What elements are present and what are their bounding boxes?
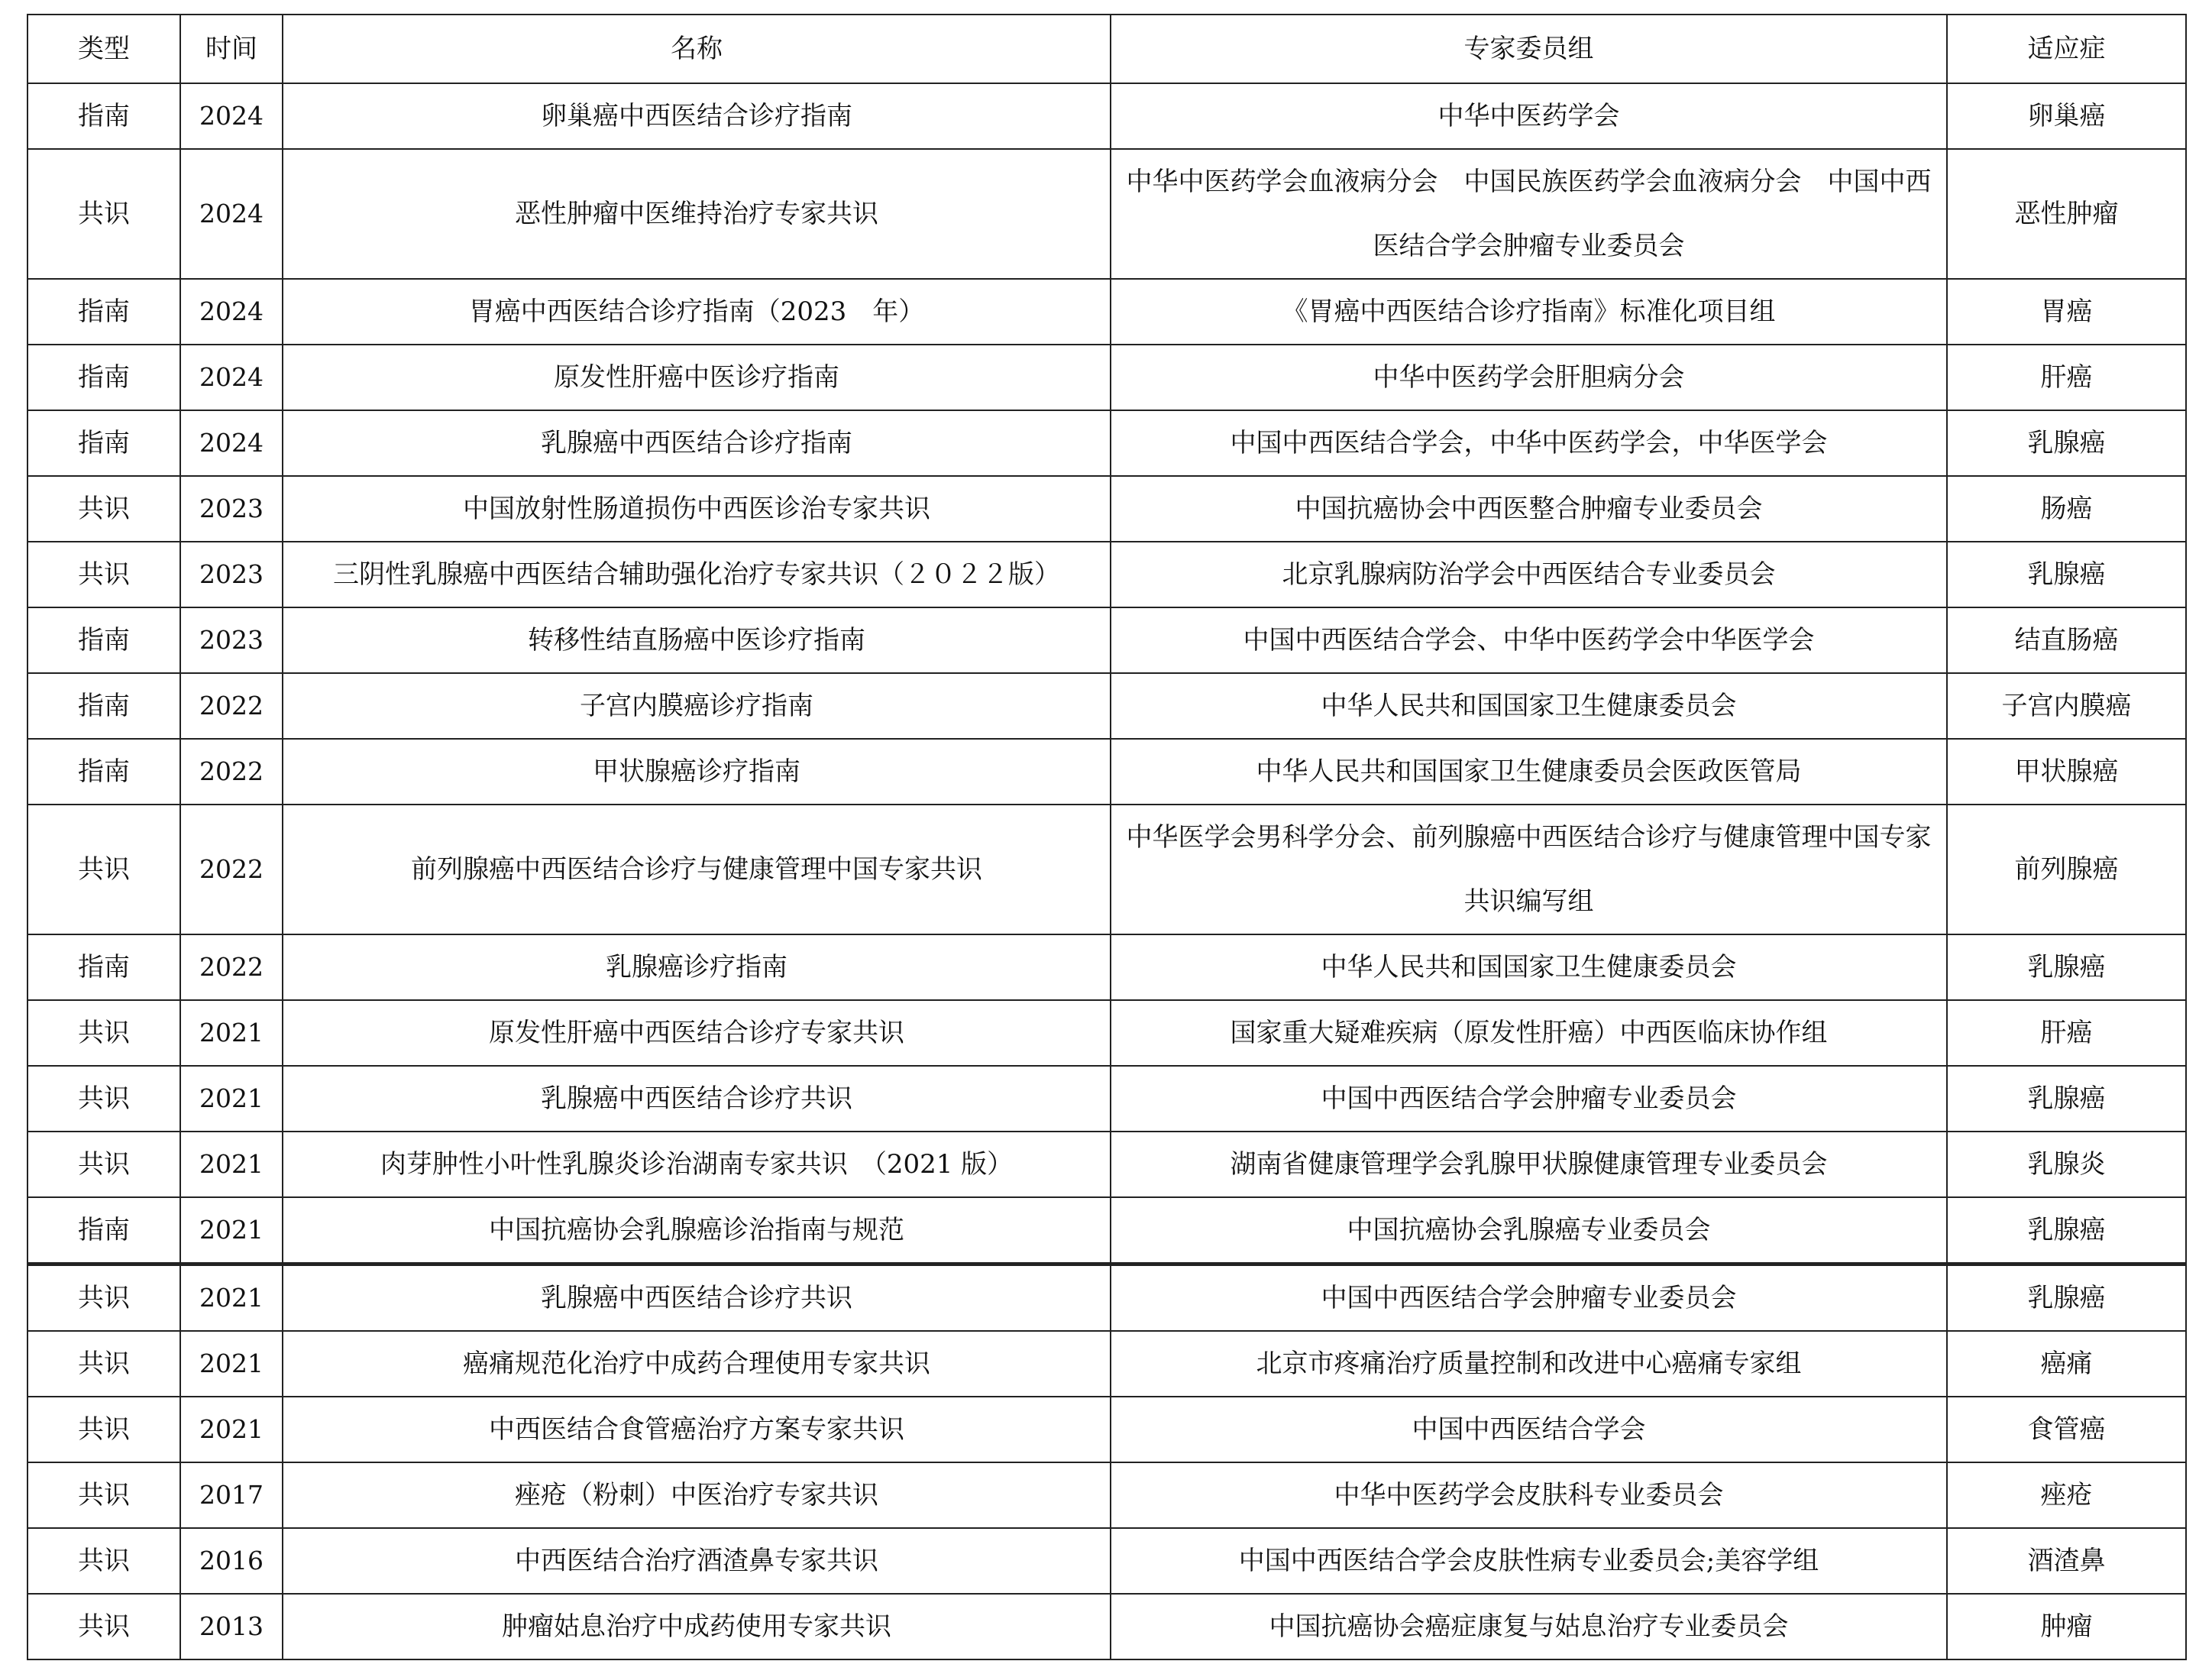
- table-row: [27, 83, 2186, 149]
- cell-org: 中华中医药学会: [1111, 83, 1947, 149]
- cell-type: 共识: [27, 476, 180, 542]
- header-row: [27, 15, 2186, 83]
- cell-year: 2022: [180, 739, 283, 805]
- cell-type: 共识: [27, 542, 180, 607]
- cell-org: 中国抗癌协会中西医整合肿瘤专业委员会: [1111, 476, 1947, 542]
- cell-name: 三阴性乳腺癌中西医结合辅助强化治疗专家共识（２０２２版）: [283, 542, 1111, 607]
- cell-name: 原发性肝癌中医诊疗指南: [283, 345, 1111, 410]
- cell-year: 2024: [180, 149, 283, 279]
- cell-year: 2021: [180, 1264, 283, 1332]
- cell-indication: 乳腺癌: [1947, 1197, 2186, 1264]
- cell-org: 国家重大疑难疾病（原发性肝癌）中西医临床协作组: [1111, 1000, 1947, 1066]
- cell-indication: 肝癌: [1947, 345, 2186, 410]
- cell-org: 中华人民共和国国家卫生健康委员会医政医管局: [1111, 739, 1947, 805]
- cell-indication: 乳腺癌: [1947, 1264, 2186, 1332]
- cell-indication: 卵巢癌: [1947, 83, 2186, 149]
- cell-name: 肉芽肿性小叶性乳腺炎诊治湖南专家共识 （2021 版）: [283, 1132, 1111, 1197]
- table-row: [27, 542, 2186, 607]
- cell-indication: 癌痛: [1947, 1331, 2186, 1397]
- table-row: [27, 1594, 2186, 1659]
- table-row: [27, 1397, 2186, 1462]
- cell-year: 2023: [180, 476, 283, 542]
- cell-indication: 前列腺癌: [1947, 805, 2186, 934]
- table-row: [27, 739, 2186, 805]
- cell-type: 共识: [27, 1000, 180, 1066]
- cell-type: 指南: [27, 739, 180, 805]
- cell-indication: 胃癌: [1947, 279, 2186, 345]
- cell-year: 2024: [180, 83, 283, 149]
- cell-name: 甲状腺癌诊疗指南: [283, 739, 1111, 805]
- cell-type: 指南: [27, 279, 180, 345]
- cell-indication: 酒渣鼻: [1947, 1528, 2186, 1594]
- cell-year: 2023: [180, 607, 283, 673]
- cell-year: 2021: [180, 1066, 283, 1132]
- cell-name: 癌痛规范化治疗中成药合理使用专家共识: [283, 1331, 1111, 1397]
- table-row: [27, 934, 2186, 1000]
- cell-name: 乳腺癌中西医结合诊疗指南: [283, 410, 1111, 476]
- cell-org: 中国中西医结合学会、中华中医药学会中华医学会: [1111, 607, 1947, 673]
- cell-type: 共识: [27, 805, 180, 934]
- cell-type: 共识: [27, 1528, 180, 1594]
- table-row: [27, 1331, 2186, 1397]
- cell-year: 2024: [180, 345, 283, 410]
- cell-type: 指南: [27, 345, 180, 410]
- cell-year: 2021: [180, 1397, 283, 1462]
- cell-indication: 结直肠癌: [1947, 607, 2186, 673]
- table-row: [27, 673, 2186, 739]
- cell-name: 乳腺癌中西医结合诊疗共识: [283, 1264, 1111, 1332]
- cell-year: 2021: [180, 1197, 283, 1264]
- cell-type: 共识: [27, 1066, 180, 1132]
- cell-org: 中华人民共和国国家卫生健康委员会: [1111, 934, 1947, 1000]
- table-row: [27, 279, 2186, 345]
- cell-org: 中国中西医结合学会，中华中医药学会，中华医学会: [1111, 410, 1947, 476]
- cell-indication: 乳腺癌: [1947, 1066, 2186, 1132]
- header-type: 类型: [27, 15, 180, 83]
- cell-year: 2021: [180, 1132, 283, 1197]
- cell-indication: 乳腺炎: [1947, 1132, 2186, 1197]
- header-org: 专家委员组: [1111, 15, 1947, 83]
- table-row: [27, 149, 2186, 279]
- cell-indication: 子宫内膜癌: [1947, 673, 2186, 739]
- cell-type: 共识: [27, 1594, 180, 1659]
- cell-type: 共识: [27, 1132, 180, 1197]
- header-year: 时间: [180, 15, 283, 83]
- cell-org: 中国中西医结合学会肿瘤专业委员会: [1111, 1264, 1947, 1332]
- cell-type: 指南: [27, 410, 180, 476]
- cell-org: 中华医学会男科学分会、前列腺癌中西医结合诊疗与健康管理中国专家共识编写组: [1111, 805, 1947, 934]
- cell-year: 2013: [180, 1594, 283, 1659]
- cell-name: 中国放射性肠道损伤中西医诊治专家共识: [283, 476, 1111, 542]
- cell-name: 卵巢癌中西医结合诊疗指南: [283, 83, 1111, 149]
- cell-indication: 肿瘤: [1947, 1594, 2186, 1659]
- cell-type: 指南: [27, 934, 180, 1000]
- cell-indication: 乳腺癌: [1947, 410, 2186, 476]
- cell-org: 中华中医药学会皮肤科专业委员会: [1111, 1462, 1947, 1528]
- table-row: [27, 1528, 2186, 1594]
- cell-name: 乳腺癌诊疗指南: [283, 934, 1111, 1000]
- table-body: [27, 83, 2186, 1659]
- guideline-table: [27, 14, 2187, 1660]
- table-row: [27, 1000, 2186, 1066]
- cell-name: 原发性肝癌中西医结合诊疗专家共识: [283, 1000, 1111, 1066]
- cell-type: 共识: [27, 1331, 180, 1397]
- cell-name: 乳腺癌中西医结合诊疗共识: [283, 1066, 1111, 1132]
- cell-indication: 食管癌: [1947, 1397, 2186, 1462]
- cell-type: 共识: [27, 1264, 180, 1332]
- cell-name: 前列腺癌中西医结合诊疗与健康管理中国专家共识: [283, 805, 1111, 934]
- cell-name: 中西医结合治疗酒渣鼻专家共识: [283, 1528, 1111, 1594]
- cell-type: 指南: [27, 83, 180, 149]
- cell-org: 《胃癌中西医结合诊疗指南》标准化项目组: [1111, 279, 1947, 345]
- cell-year: 2023: [180, 542, 283, 607]
- table-row: [27, 1462, 2186, 1528]
- cell-year: 2024: [180, 279, 283, 345]
- table-row: [27, 476, 2186, 542]
- table-row: [27, 1264, 2186, 1332]
- table-row: [27, 1197, 2186, 1264]
- cell-indication: 乳腺癌: [1947, 934, 2186, 1000]
- cell-org: 北京乳腺病防治学会中西医结合专业委员会: [1111, 542, 1947, 607]
- cell-org: 中国中西医结合学会皮肤性病专业委员会;美容学组: [1111, 1528, 1947, 1594]
- cell-name: 中国抗癌协会乳腺癌诊治指南与规范: [283, 1197, 1111, 1264]
- cell-org: 湖南省健康管理学会乳腺甲状腺健康管理专业委员会: [1111, 1132, 1947, 1197]
- cell-name: 恶性肿瘤中医维持治疗专家共识: [283, 149, 1111, 279]
- cell-type: 共识: [27, 1462, 180, 1528]
- cell-org: 中国中西医结合学会: [1111, 1397, 1947, 1462]
- cell-org: 中国抗癌协会乳腺癌专业委员会: [1111, 1197, 1947, 1264]
- cell-indication: 肝癌: [1947, 1000, 2186, 1066]
- cell-indication: 乳腺癌: [1947, 542, 2186, 607]
- cell-name: 转移性结直肠癌中医诊疗指南: [283, 607, 1111, 673]
- cell-name: 痤疮（粉刺）中医治疗专家共识: [283, 1462, 1111, 1528]
- cell-org: 中国中西医结合学会肿瘤专业委员会: [1111, 1066, 1947, 1132]
- cell-type: 共识: [27, 1397, 180, 1462]
- table-row: [27, 805, 2186, 934]
- cell-name: 子宫内膜癌诊疗指南: [283, 673, 1111, 739]
- cell-year: 2024: [180, 410, 283, 476]
- cell-type: 指南: [27, 673, 180, 739]
- table-row: [27, 1132, 2186, 1197]
- cell-year: 2021: [180, 1000, 283, 1066]
- cell-year: 2022: [180, 934, 283, 1000]
- cell-name: 中西医结合食管癌治疗方案专家共识: [283, 1397, 1111, 1462]
- cell-org: 中国抗癌协会癌症康复与姑息治疗专业委员会: [1111, 1594, 1947, 1659]
- cell-year: 2016: [180, 1528, 283, 1594]
- cell-indication: 恶性肿瘤: [1947, 149, 2186, 279]
- cell-type: 指南: [27, 607, 180, 673]
- cell-indication: 痤疮: [1947, 1462, 2186, 1528]
- cell-indication: 肠癌: [1947, 476, 2186, 542]
- cell-name: 胃癌中西医结合诊疗指南（2023 年）: [283, 279, 1111, 345]
- cell-year: 2022: [180, 805, 283, 934]
- table-row: [27, 607, 2186, 673]
- cell-year: 2017: [180, 1462, 283, 1528]
- table-row: [27, 345, 2186, 410]
- guideline-table-container: [27, 14, 2185, 1660]
- cell-org: 中华中医药学会血液病分会 中国民族医药学会血液病分会 中国中西医结合学会肿瘤专业委员会: [1111, 149, 1947, 279]
- cell-org: 北京市疼痛治疗质量控制和改进中心癌痛专家组: [1111, 1331, 1947, 1397]
- cell-indication: 甲状腺癌: [1947, 739, 2186, 805]
- cell-org: 中华中医药学会肝胆病分会: [1111, 345, 1947, 410]
- cell-type: 共识: [27, 149, 180, 279]
- table-row: [27, 410, 2186, 476]
- cell-org: 中华人民共和国国家卫生健康委员会: [1111, 673, 1947, 739]
- header-indication: 适应症: [1947, 15, 2186, 83]
- header-name: 名称: [283, 15, 1111, 83]
- cell-year: 2022: [180, 673, 283, 739]
- cell-year: 2021: [180, 1331, 283, 1397]
- cell-name: 肿瘤姑息治疗中成药使用专家共识: [283, 1594, 1111, 1659]
- table-row: [27, 1066, 2186, 1132]
- cell-type: 指南: [27, 1197, 180, 1264]
